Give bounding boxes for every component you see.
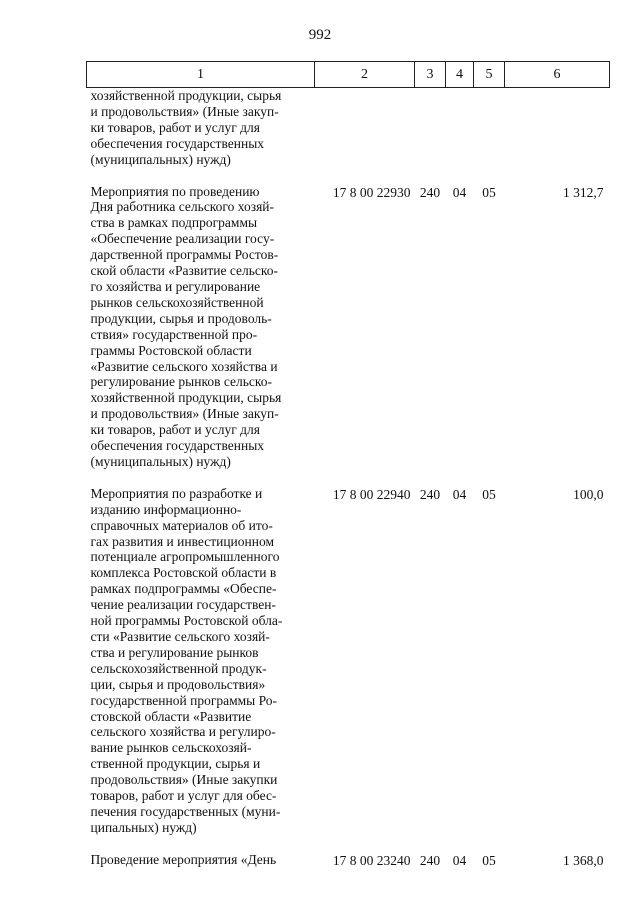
row-code: 17 8 00 22940: [332, 486, 411, 502]
row-section: 04: [452, 486, 467, 502]
row-code: [315, 88, 415, 184]
description-line: сельскохозяйственной продук-: [90, 660, 267, 676]
table-row: [87, 852, 610, 884]
description-line: «Обеспечение реализации госу-: [90, 231, 275, 247]
column-header: 3: [415, 62, 446, 88]
column-header: 4: [446, 62, 474, 88]
description-line: гах развития и инвестиционном: [90, 533, 275, 549]
row-subsection: [474, 88, 505, 184]
description-line: Мероприятия по проведению: [90, 183, 260, 199]
row-expense-type: 240: [419, 184, 441, 200]
description-line: ственной продукции, сырья и: [90, 756, 261, 772]
row-amount: 1 368,0: [563, 852, 604, 868]
description-line: и продовольствия» (Иные закуп-: [90, 103, 279, 119]
description-line: комплекса Ростовской области в: [90, 565, 277, 581]
description-line: Проведение мероприятия «День: [90, 851, 277, 867]
row-amount: 100,0: [573, 486, 604, 502]
row-expense-type: 240: [419, 486, 441, 502]
description-line: ской области «Развитие сельско-: [90, 263, 279, 279]
description-line: граммы Ростовской области: [90, 342, 252, 358]
description-line: «Развитие сельского хозяйства и: [90, 358, 278, 374]
description-line: дарственной программы Ростов-: [90, 247, 279, 263]
description-line: сти «Развитие сельского хозяй-: [90, 629, 270, 644]
description-line: хозяйственной продукции, сырья: [90, 390, 282, 406]
description-line: справочных материалов об ито-: [90, 517, 273, 533]
description-line: ки товаров, работ и услуг для: [90, 119, 260, 135]
row-code: 17 8 00 22930: [332, 184, 411, 200]
description-line: ной программы Ростовской обла-: [90, 613, 283, 629]
description-line: вание рынков сельскохозяй-: [90, 740, 252, 756]
description-line: ствия» государственной про-: [90, 326, 258, 342]
row-subsection: 05: [482, 486, 496, 502]
description-line: потенциале агропромышленного: [90, 549, 280, 565]
description-line: ции, сырья и продовольствия»: [90, 676, 266, 692]
description-line: Дня работника сельского хозяй-: [90, 199, 275, 215]
column-header: 6: [505, 62, 610, 88]
description-line: (муниципальных) нужд): [90, 151, 231, 167]
description-line: ства и регулирование рынков: [90, 644, 259, 660]
row-description: [87, 88, 315, 184]
row-amount: 1 312,7: [563, 184, 604, 200]
row-expense-type: [415, 88, 446, 184]
description-line: обеспечения государственных: [90, 135, 265, 151]
description-line: ства в рамках подпрограммы: [90, 215, 258, 231]
page-number: 992: [308, 27, 332, 43]
description-line: Мероприятия по разработке и: [90, 485, 263, 501]
description-line: рынков сельскохозяйственной: [90, 294, 264, 310]
description-line: (муниципальных) нужд): [90, 453, 231, 469]
column-header: 1: [87, 62, 315, 88]
description-line: продовольствия» (Иные закупки: [90, 772, 278, 788]
row-subsection: 05: [482, 184, 496, 200]
budget-table: [86, 61, 610, 884]
row-section: 04: [452, 184, 467, 200]
description-line: продукции, сырья и продоволь-: [90, 310, 272, 326]
description-line: го хозяйства и регулирование: [90, 278, 261, 294]
row-description: [87, 852, 315, 884]
row-description: [87, 486, 315, 852]
description-line: рамках подпрограммы «Обеспе-: [90, 581, 277, 597]
description-line: товаров, работ и услуг для обес-: [90, 788, 277, 804]
description-line: стовской области «Развитие: [90, 708, 252, 724]
description-line: обеспечения государственных: [90, 438, 265, 454]
row-section: 04: [452, 852, 467, 868]
description-line: и продовольствия» (Иные закуп-: [90, 406, 279, 422]
description-line: регулирование рынков сельско-: [90, 374, 272, 390]
description-line: ки товаров, работ и услуг для: [90, 422, 260, 438]
description-line: государственной программы Ро-: [90, 692, 278, 708]
table-header-row: [87, 62, 610, 88]
row-amount: [505, 88, 610, 184]
description-line: сельского хозяйства и регулиро-: [90, 724, 276, 740]
row-expense-type: 240: [419, 852, 441, 868]
row-code: 17 8 00 23240: [332, 852, 411, 868]
description-line: ципальных) нужд): [90, 819, 197, 835]
description-line: чение реализации государствен-: [90, 597, 276, 613]
column-header: 5: [474, 62, 505, 88]
row-subsection: 05: [482, 852, 496, 868]
table-row: [87, 88, 610, 184]
row-description: [87, 184, 315, 486]
description-line: изданию информационно-: [90, 501, 242, 517]
table-row: [87, 486, 610, 852]
column-header: 2: [315, 62, 415, 88]
row-section: [446, 88, 474, 184]
table-row: [87, 184, 610, 486]
description-line: печения государственных (муни-: [90, 803, 281, 819]
description-line: хозяйственной продукции, сырья: [90, 88, 282, 103]
